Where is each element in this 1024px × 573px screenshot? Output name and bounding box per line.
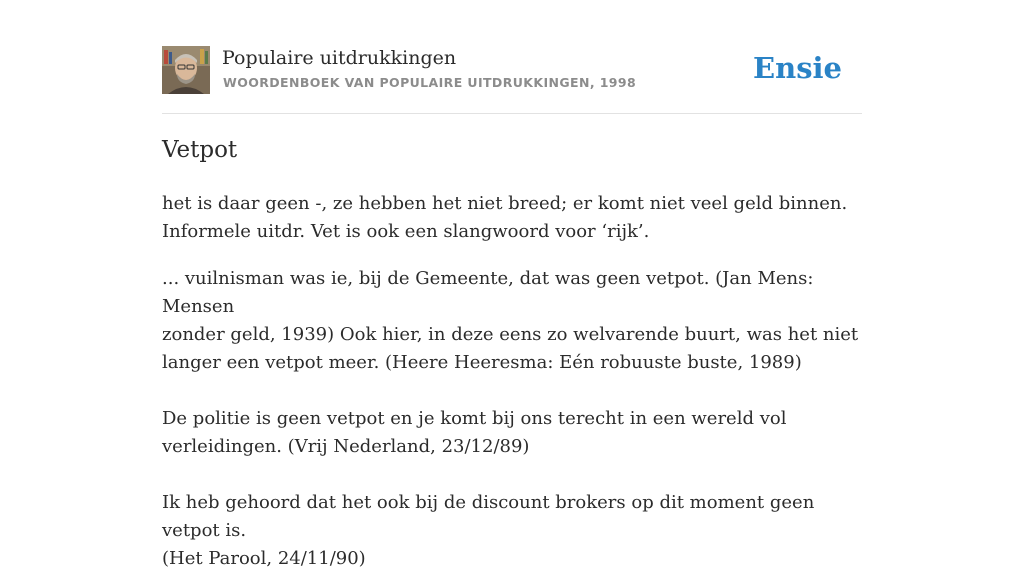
example-line: ... vuilnisman was ie, bij de Gemeente, dat was geen vetpot. (Jan Mens: Mensen	[162, 268, 814, 317]
example-paragraph	[162, 265, 862, 377]
entry-content	[162, 190, 862, 573]
author-avatar[interactable]	[162, 46, 210, 94]
example-paragraph	[162, 489, 862, 573]
example-line: Ik heb gehoord dat het ook bij de discount brokers op dit moment geen vetpot is.	[162, 492, 815, 541]
author-portrait-icon	[162, 46, 210, 94]
ensie-logo-link[interactable]: Ensie	[753, 51, 842, 85]
source-header	[162, 46, 862, 96]
example-line: verleidingen. (Vrij Nederland, 23/12/89)	[162, 436, 530, 457]
example-paragraph	[162, 405, 862, 461]
header-divider	[162, 113, 862, 114]
example-line: langer een vetpot meer. (Heere Heeresma: Eén robuuste buste, 1989)	[162, 352, 802, 373]
example-line: (Het Parool, 24/11/90)	[162, 548, 366, 569]
example-line: De politie is geen vetpot en je komt bij ons terecht in een wereld vol	[162, 408, 787, 429]
paragraph-gap	[162, 461, 862, 489]
example-line: zonder geld, 1939) Ook hier, in deze eens zo welvarende buurt, was het niet	[162, 324, 859, 345]
source-title[interactable]: Populaire uitdrukkingen	[222, 47, 457, 69]
paragraph-gap	[162, 377, 862, 405]
source-subtitle: WOORDENBOEK VAN POPULAIRE UITDRUKKINGEN, 1998	[223, 75, 637, 90]
definition-line: Informele uitdr. Vet is ook een slangwoord voor ‘rijk’.	[162, 221, 650, 242]
entry-title: Vetpot	[162, 137, 238, 163]
definition-line: het is daar geen -, ze hebben het niet breed; er komt niet veel geld binnen.	[162, 193, 848, 214]
entry-definition	[162, 190, 862, 246]
